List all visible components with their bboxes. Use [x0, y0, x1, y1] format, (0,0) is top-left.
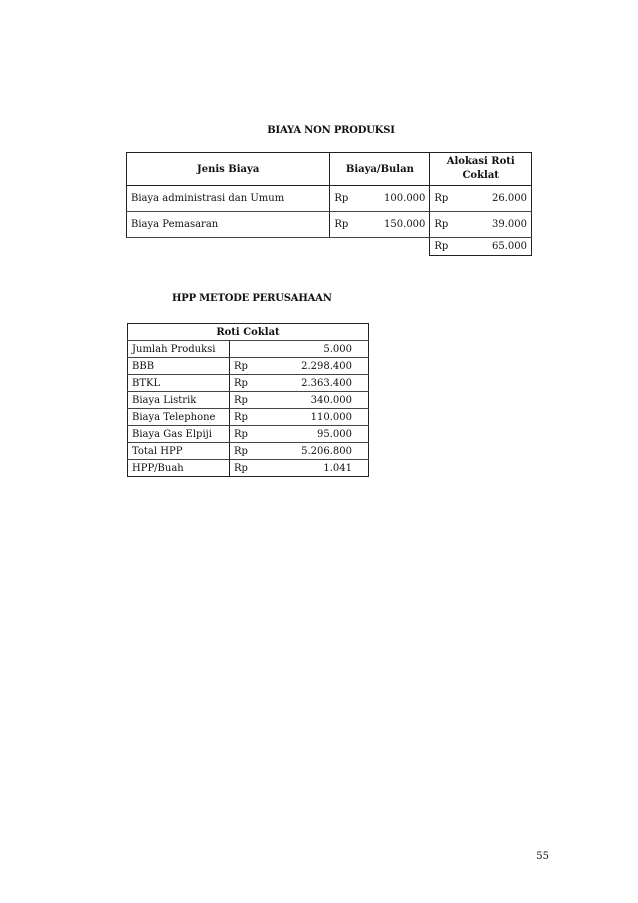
cell-rp: Rp: [430, 212, 477, 238]
cell-label: BBB: [128, 358, 230, 375]
header-jenis-biaya: Jenis Biaya: [127, 153, 330, 186]
cell-value: 2.363.400: [268, 375, 369, 392]
cell-rp: Rp: [330, 212, 374, 238]
cell-jenis: Biaya administrasi dan Umum: [127, 186, 330, 212]
table-row: [127, 186, 532, 212]
cell-label: Biaya Gas Elpiji: [128, 426, 230, 443]
cell-label: BTKL: [128, 375, 230, 392]
table-row: [128, 460, 369, 477]
table-row: [127, 212, 532, 238]
cell-value: 110.000: [268, 409, 369, 426]
cell-rp: Rp: [230, 443, 269, 460]
biaya-non-produksi-table: [126, 152, 532, 256]
total-rp: Rp: [430, 238, 477, 256]
cell-bulan: 100.000: [374, 186, 430, 212]
header-alokasi: Alokasi Roti Coklat: [430, 153, 532, 186]
blank-cell: [127, 238, 430, 256]
table-row: [128, 409, 369, 426]
table-row: [128, 375, 369, 392]
cell-value: 5.206.800: [268, 443, 369, 460]
cell-rp: Rp: [430, 186, 477, 212]
table-header-row: [128, 324, 369, 341]
table-row: [128, 426, 369, 443]
cell-rp: Rp: [230, 358, 269, 375]
cell-value: 340.000: [268, 392, 369, 409]
cell-alokasi: 26.000: [477, 186, 531, 212]
cell-value: 2.298.400: [268, 358, 369, 375]
cell-rp: Rp: [330, 186, 374, 212]
cell-label: HPP/Buah: [128, 460, 230, 477]
table-row: [128, 443, 369, 460]
table-row: [128, 358, 369, 375]
cell-rp: Rp: [230, 426, 269, 443]
page-number: 55: [536, 851, 549, 862]
cell-value: 5.000: [268, 341, 369, 358]
cell-label: Jumlah Produksi: [128, 341, 230, 358]
cell-label: Biaya Telephone: [128, 409, 230, 426]
biaya-non-produksi-title: BIAYA NON PRODUKSI: [267, 125, 395, 136]
cell-rp: Rp: [230, 392, 269, 409]
total-row: [127, 238, 532, 256]
cell-rp: Rp: [230, 375, 269, 392]
table-header-row: [127, 153, 532, 186]
cell-rp: Rp: [230, 409, 269, 426]
cell-value: 1.041: [268, 460, 369, 477]
cell-alokasi: 39.000: [477, 212, 531, 238]
cell-bulan: 150.000: [374, 212, 430, 238]
header-roti-coklat: Roti Coklat: [128, 324, 369, 341]
total-value: 65.000: [477, 238, 531, 256]
hpp-table: [127, 323, 369, 477]
header-biaya-bulan: Biaya/Bulan: [330, 153, 430, 186]
cell-value: 95.000: [268, 426, 369, 443]
cell-jenis: Biaya Pemasaran: [127, 212, 330, 238]
cell-rp: [230, 341, 269, 358]
hpp-title: HPP METODE PERUSAHAAN: [172, 293, 332, 304]
table-row: [128, 392, 369, 409]
cell-label: Biaya Listrik: [128, 392, 230, 409]
cell-rp: Rp: [230, 460, 269, 477]
cell-label: Total HPP: [128, 443, 230, 460]
table-row: [128, 341, 369, 358]
